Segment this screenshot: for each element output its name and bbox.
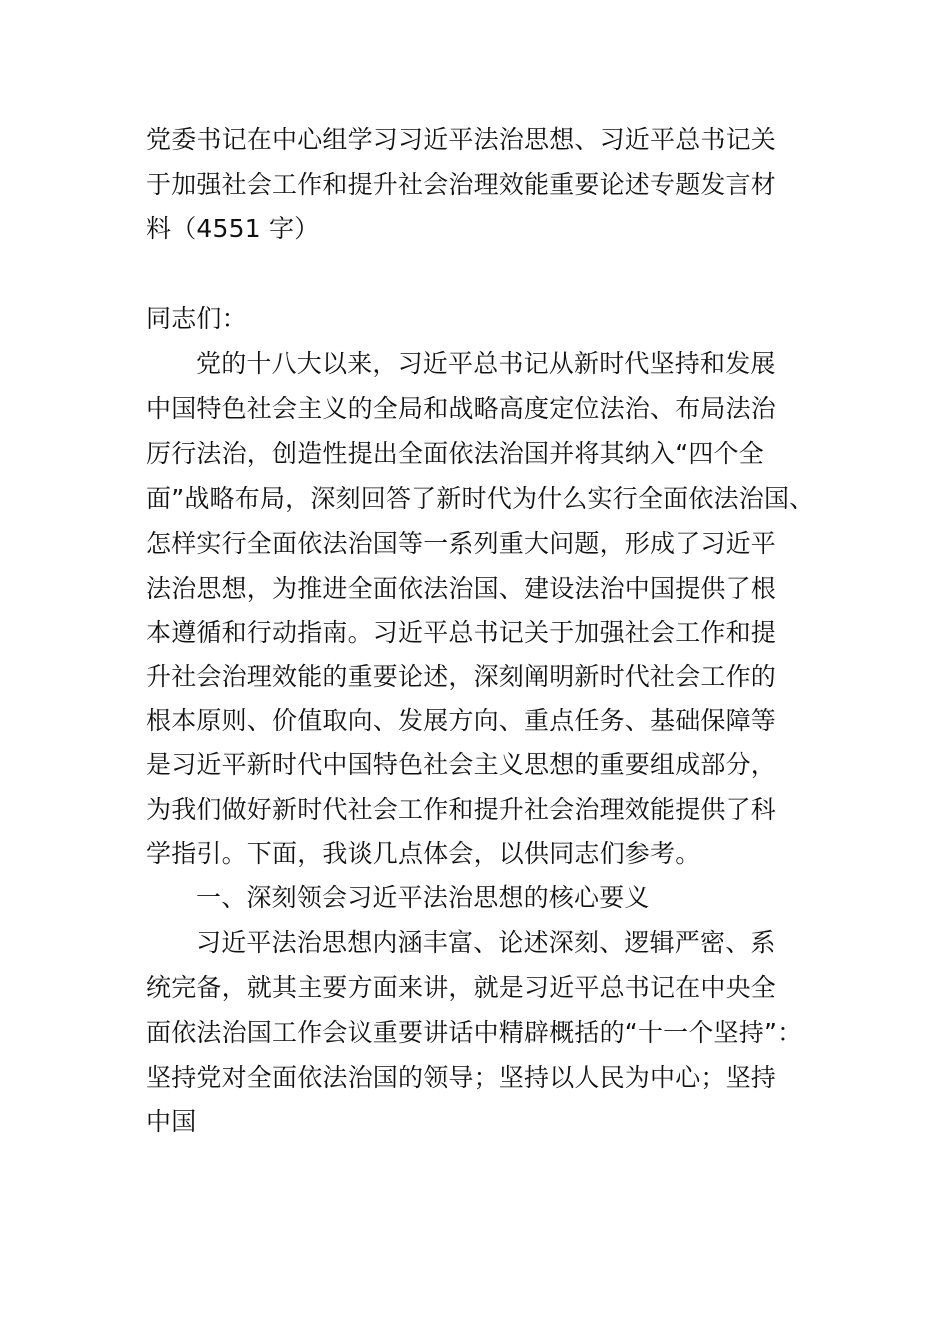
paragraph-line: 面”战略布局，深刻回答了新时代为什么实行全面依法治国、 bbox=[146, 484, 815, 513]
paragraph-line: 怎样实行全面依法治国等一系列重大问题，形成了习近平 bbox=[146, 529, 777, 558]
paragraph-line: 学指引。下面，我谈几点体会，以供同志们参考。 bbox=[146, 839, 701, 868]
title-line-2: 于加强社会工作和提升社会治理效能重要论述专题发言材 bbox=[146, 170, 777, 199]
paragraph-line: 统完备，就其主要方面来讲，就是习近平总书记在中央全 bbox=[146, 973, 777, 1002]
title-line-3: 料（4551 字） bbox=[146, 214, 320, 243]
paragraph-line: 中国 bbox=[146, 1107, 197, 1136]
section-heading: 一、深刻领会习近平法治思想的核心要义 bbox=[196, 883, 650, 912]
paragraph-line: 厉行法治，创造性提出全面依法治国并将其纳入“四个全 bbox=[146, 439, 764, 468]
paragraph-line: 面依法治国工作会议重要讲话中精辟概括的“十一个坚持”： bbox=[146, 1018, 803, 1047]
title-line-1: 党委书记在中心组学习习近平法治思想、习近平总书记关 bbox=[146, 125, 777, 154]
paragraph-line: 升社会治理效能的重要论述，深刻阐明新时代社会工作的 bbox=[146, 662, 777, 691]
paragraph-line: 坚持党对全面依法治国的领导；坚持以人民为中心；坚持 bbox=[146, 1063, 777, 1092]
paragraph-line: 根本原则、价值取向、发展方向、重点任务、基础保障等 bbox=[146, 706, 777, 735]
paragraph-line: 党的十八大以来，习近平总书记从新时代坚持和发展 bbox=[196, 349, 776, 378]
paragraph-line: 中国特色社会主义的全局和战略高度定位法治、布局法治 bbox=[146, 394, 777, 423]
paragraph-line: 法治思想，为推进全面依法治国、建设法治中国提供了根 bbox=[146, 574, 777, 603]
paragraph-line: 是习近平新时代中国特色社会主义思想的重要组成部分， bbox=[146, 750, 777, 779]
paragraph-line: 习近平法治思想内涵丰富、论述深刻、逻辑严密、系 bbox=[196, 928, 776, 957]
paragraph-line: 为我们做好新时代社会工作和提升社会治理效能提供了科 bbox=[146, 795, 777, 824]
paragraph-line: 本遵循和行动指南。习近平总书记关于加强社会工作和提 bbox=[146, 618, 777, 647]
salutation: 同志们： bbox=[146, 304, 247, 333]
